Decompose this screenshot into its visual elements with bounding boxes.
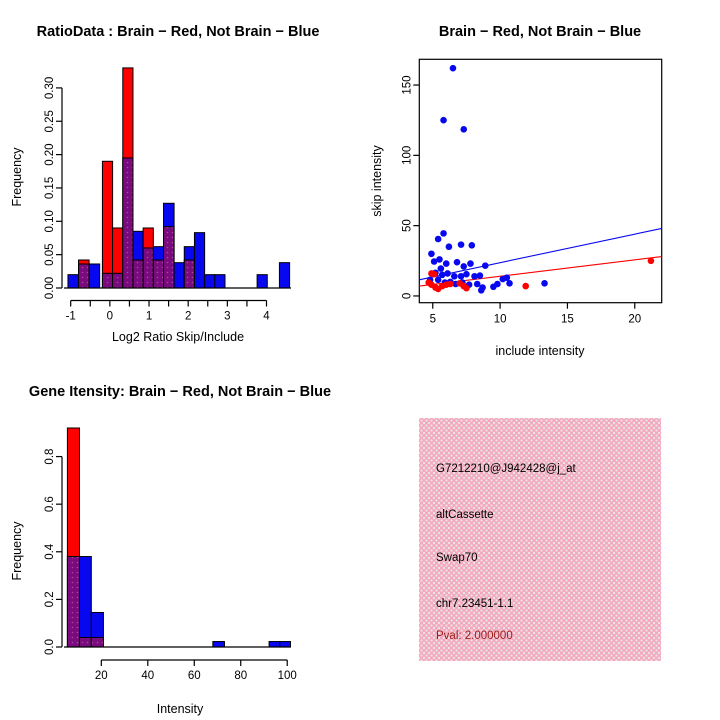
- svg-text:0.10: 0.10: [44, 210, 56, 233]
- svg-text:0: 0: [106, 310, 114, 323]
- svg-text:10: 10: [493, 313, 507, 326]
- svg-text:5: 5: [429, 313, 436, 326]
- gene-info-panel: [419, 418, 661, 661]
- gene-intensity-title: Gene Itensity: Brain − Red, Not Brain − Blue: [28, 384, 332, 400]
- svg-text:2: 2: [184, 310, 192, 323]
- svg-text:100: 100: [401, 145, 414, 165]
- svg-text:4: 4: [263, 310, 270, 323]
- info-probe-id: G7212210@J942428@j_at: [436, 463, 576, 475]
- gene-intensity-xlabel: Intensity: [156, 702, 204, 716]
- info-location: chr7.23451-1.1: [436, 598, 514, 610]
- ratio-histogram-xlabel: Log2 Ratio Skip/Include: [111, 330, 245, 344]
- svg-text:15: 15: [561, 313, 574, 326]
- svg-text:0.15: 0.15: [44, 176, 56, 200]
- info-splice-type: altCassette: [436, 509, 494, 521]
- svg-text:0: 0: [401, 292, 414, 300]
- svg-text:0.25: 0.25: [44, 110, 56, 133]
- scatter-ylabel: skip intensity: [370, 145, 384, 217]
- svg-text:0.20: 0.20: [44, 143, 56, 166]
- svg-text:80: 80: [234, 670, 248, 682]
- svg-text:0.8: 0.8: [44, 448, 56, 465]
- gene-intensity-ylabel: Frequency: [10, 521, 24, 581]
- svg-text:40: 40: [141, 670, 155, 682]
- svg-text:0.2: 0.2: [44, 591, 56, 608]
- info-pvalue: Pval: 2.000000: [436, 630, 513, 642]
- svg-text:20: 20: [94, 670, 108, 682]
- svg-text:0.6: 0.6: [44, 496, 56, 513]
- svg-text:0.0: 0.0: [44, 639, 56, 655]
- svg-text:0.05: 0.05: [43, 243, 56, 266]
- svg-text:0.30: 0.30: [44, 76, 56, 100]
- svg-text:3: 3: [224, 310, 231, 323]
- ratio-histogram-title: RatioData : Brain − Red, Not Brain − Blue: [36, 24, 320, 40]
- ratio-histogram-ylabel: Frequency: [10, 147, 24, 207]
- svg-text:100: 100: [277, 670, 297, 682]
- svg-text:150: 150: [401, 75, 414, 95]
- svg-text:20: 20: [628, 313, 642, 326]
- svg-text:0.00: 0.00: [44, 276, 56, 300]
- info-gene-name: Swap70: [436, 552, 478, 564]
- svg-text:50: 50: [401, 219, 414, 233]
- scatter-title: Brain − Red, Not Brain − Blue: [438, 24, 642, 40]
- scatter-xlabel: include intensity: [495, 344, 585, 358]
- svg-text:0.4: 0.4: [44, 543, 56, 560]
- svg-text:60: 60: [187, 670, 201, 682]
- svg-text:-1: -1: [65, 310, 76, 323]
- svg-text:1: 1: [145, 310, 153, 323]
